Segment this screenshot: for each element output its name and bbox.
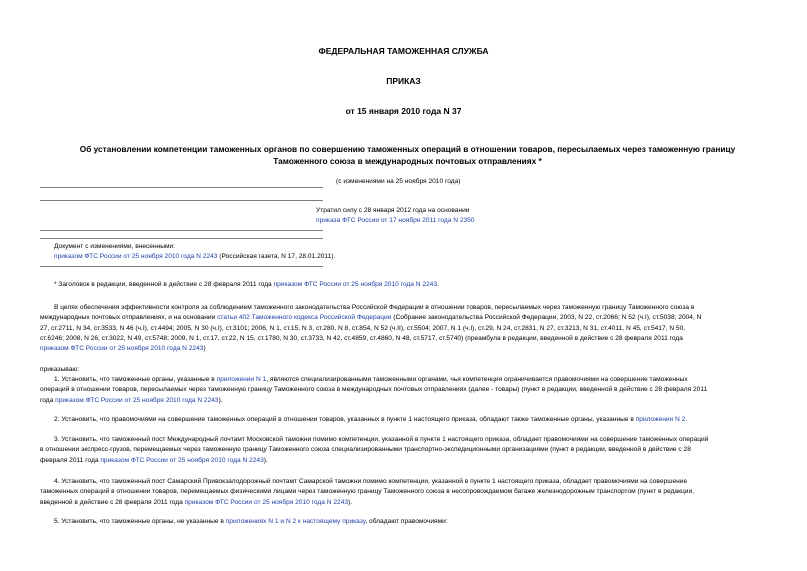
text-run: таможенных операций в отношении товаров, перемещаемых физическими лицами через таможенную границу Таможенного союза в несопровождаемом багаже железнодорожным транспортом (пункт в редакции,: [40, 488, 694, 496]
text-run: , обладают правомочиями:: [365, 518, 448, 525]
title-line: Об установлении компетенции таможенных органов по совершению таможенных операций в отношении товаров, пересылаемых через таможенную границу: [79, 144, 736, 154]
paragraph-line: [40, 375, 770, 385]
reference-link[interactable]: статьи 402 Таможенного кодекса Российской Федерации: [217, 314, 392, 322]
divider: [40, 200, 323, 201]
divider: [40, 238, 323, 239]
document-title: [50, 144, 765, 167]
footnote-link[interactable]: приказом ФТС России от 25 ноября 2010 года N 2243: [273, 281, 438, 288]
text-run: операций в отношении товаров, пересылаемых через таможенную границу Таможенного союза в международных почтовых отправлениях (далее - товары) (пункт в редакции, введенной в действие с 28 февраля 2011: [40, 386, 708, 394]
changes-line: [54, 252, 335, 262]
paragraph-line: [40, 477, 770, 487]
item-5-paragraph: [40, 517, 770, 527]
item-3-paragraph: [40, 435, 770, 466]
text-run: ст.6246; 2008, N 26, ст.3022, N 49, ст.5748; 2009, N 1, ст.17, ст.22, N 15, ст.1780, N 30, ст.3733, N 42, ст.4859, ст.4860, N 48, ст.5717, ст.5740) (преамбула в редакции, введенной в действие с 28 февраля 2011 года: [40, 334, 683, 342]
text-run: ).: [348, 498, 353, 506]
paragraph-line: [40, 303, 770, 313]
text-run: года: [40, 396, 56, 404]
text-run: международных почтовых отправлениях, и на основании: [40, 314, 218, 322]
paragraph-line: [40, 396, 770, 406]
text-run: (Собрание законодательства Российской Федерации, 2003, N 22, ст.2066; N 52 (ч.I), ст.5038; 2004, N: [391, 314, 702, 322]
text-run: .: [685, 416, 688, 423]
divider: [40, 230, 323, 231]
paragraph-line: [40, 385, 770, 395]
text-run: 2. Установить, что правомочиями на совершение таможенных операций в отношении товаров, указанных в пункте 1 настоящего приказа, обладают также таможенные органы, указанные в: [54, 416, 636, 423]
reference-link[interactable]: приложении N 2: [635, 416, 686, 423]
paragraph-line: [40, 313, 770, 323]
changes-order-link[interactable]: приказом ФТС России от 25 ноября 2010 года N 2243: [54, 253, 218, 260]
reference-link[interactable]: приказом ФТС России от 25 ноября 2010 года N 2243: [100, 456, 264, 464]
paragraph-line: [40, 487, 770, 497]
text-run: 27, ст.2711, N 34, ст.3533, N 46 (ч.I), ст.4494; 2005, N 30 (ч.I), ст.3101; 2006, N 1, ст.15, N 3, ст.280, N 8, ст.854, N 52 (ч.II), ст.5504; 2007, N 1 (ч.I), ст.29, N 24, ст.2831, N 27, ст.3213, N 31, ст.4011, N 45, ст.5417, N 50,: [40, 324, 686, 332]
paragraph-line: [40, 415, 770, 425]
reference-link[interactable]: приказом ФТС России от 25 ноября 2010 года N 2243: [55, 396, 219, 404]
item-2-paragraph: [40, 415, 770, 425]
footnote-end: .: [437, 281, 439, 288]
preamble-paragraph: [40, 303, 770, 354]
changes-label: Документ с изменениями, внесенными:: [54, 243, 176, 250]
reference-link[interactable]: приказом ФТС России от 25 ноября 2010 года N 2243: [40, 345, 204, 353]
paragraph-line: [40, 324, 770, 334]
paragraph-line: [40, 435, 770, 445]
item-1-paragraph: [40, 375, 770, 406]
text-run: В целях обеспечения эффективности контроля за соблюдением таможенного законодательства Российской Федерации в отношении товаров, пересылаемых через таможенную границу Таможенного союза в: [54, 304, 695, 311]
lost-force-link[interactable]: приказа ФТС России от 17 ноября 2011 года N 2350: [316, 217, 475, 224]
changes-source: (Российская газета, N 17, 28.01.2011).: [219, 253, 336, 260]
reference-link[interactable]: приложении N 1: [216, 376, 267, 383]
paragraph-line: [40, 456, 770, 466]
text-run: 3. Установить, что таможенный пост Международный почтамт Московской таможни помимо компетенции, указанной в пункте 1 настоящего приказа, обладает правомочиями на совершение таможенных операций: [54, 436, 709, 443]
reference-link[interactable]: приложениях N 1 и N 2 к настоящему приказу: [225, 518, 366, 525]
text-run: 5. Установить, что таможенные органы, не указанные в: [54, 518, 226, 525]
paragraph-line: [40, 498, 770, 508]
divider: [40, 187, 323, 188]
text-run: ).: [263, 456, 268, 464]
divider: [40, 266, 323, 267]
reference-link[interactable]: приказом ФТС России от 25 ноября 2010 года N 2243: [184, 498, 349, 506]
text-run: введенной в действие с 28 февраля 2011 года: [40, 498, 185, 506]
order-word: приказываю:: [40, 366, 80, 373]
paragraph-line: [40, 334, 770, 344]
text-run: ): [203, 345, 206, 353]
text-run: ).: [218, 396, 223, 404]
title-line: Таможенного союза в международных почтовых отправлениях *: [273, 155, 542, 166]
document-type: ПРИКАЗ: [386, 76, 421, 86]
footnote-text: * Заголовок в редакции, введенной в действие с 28 февраля 2011 года: [54, 281, 272, 288]
text-run: , являются специализированными таможенными органами, чья компетенция ограничивается правомочиями на совершение таможенных: [266, 376, 688, 383]
text-run: февраля 2011 года: [40, 456, 101, 464]
text-run: 4. Установить, что таможенный пост Самарский Привокзалодорожный почтамт Самарской таможни помимо компетенции, указанной в пункте 1 настоящего приказа, обладает правомочиями на совершение: [54, 478, 688, 485]
amendments-note: (с изменениями на 25 ноября 2010 года): [336, 178, 461, 185]
agency-name: ФЕДЕРАЛЬНАЯ ТАМОЖЕННАЯ СЛУЖБА: [318, 46, 489, 56]
item-4-paragraph: [40, 477, 770, 508]
paragraph-line: [40, 344, 770, 354]
text-run: в отношении экспресс-грузов, перемещаемых через таможенную границу Таможенного союза специализированными транспортно-экспедиционными организациями (пункт в редакции, введенной в действие с 28: [40, 446, 691, 454]
paragraph-line: [40, 445, 770, 455]
text-run: 1. Установить, что таможенные органы, указанные в: [54, 376, 217, 383]
footnote: [54, 280, 439, 290]
paragraph-line: [40, 517, 770, 527]
lost-force-text: Утратил силу с 28 января 2012 года на основании: [316, 207, 470, 214]
document-date-number: от 15 января 2010 года N 37: [345, 106, 462, 116]
